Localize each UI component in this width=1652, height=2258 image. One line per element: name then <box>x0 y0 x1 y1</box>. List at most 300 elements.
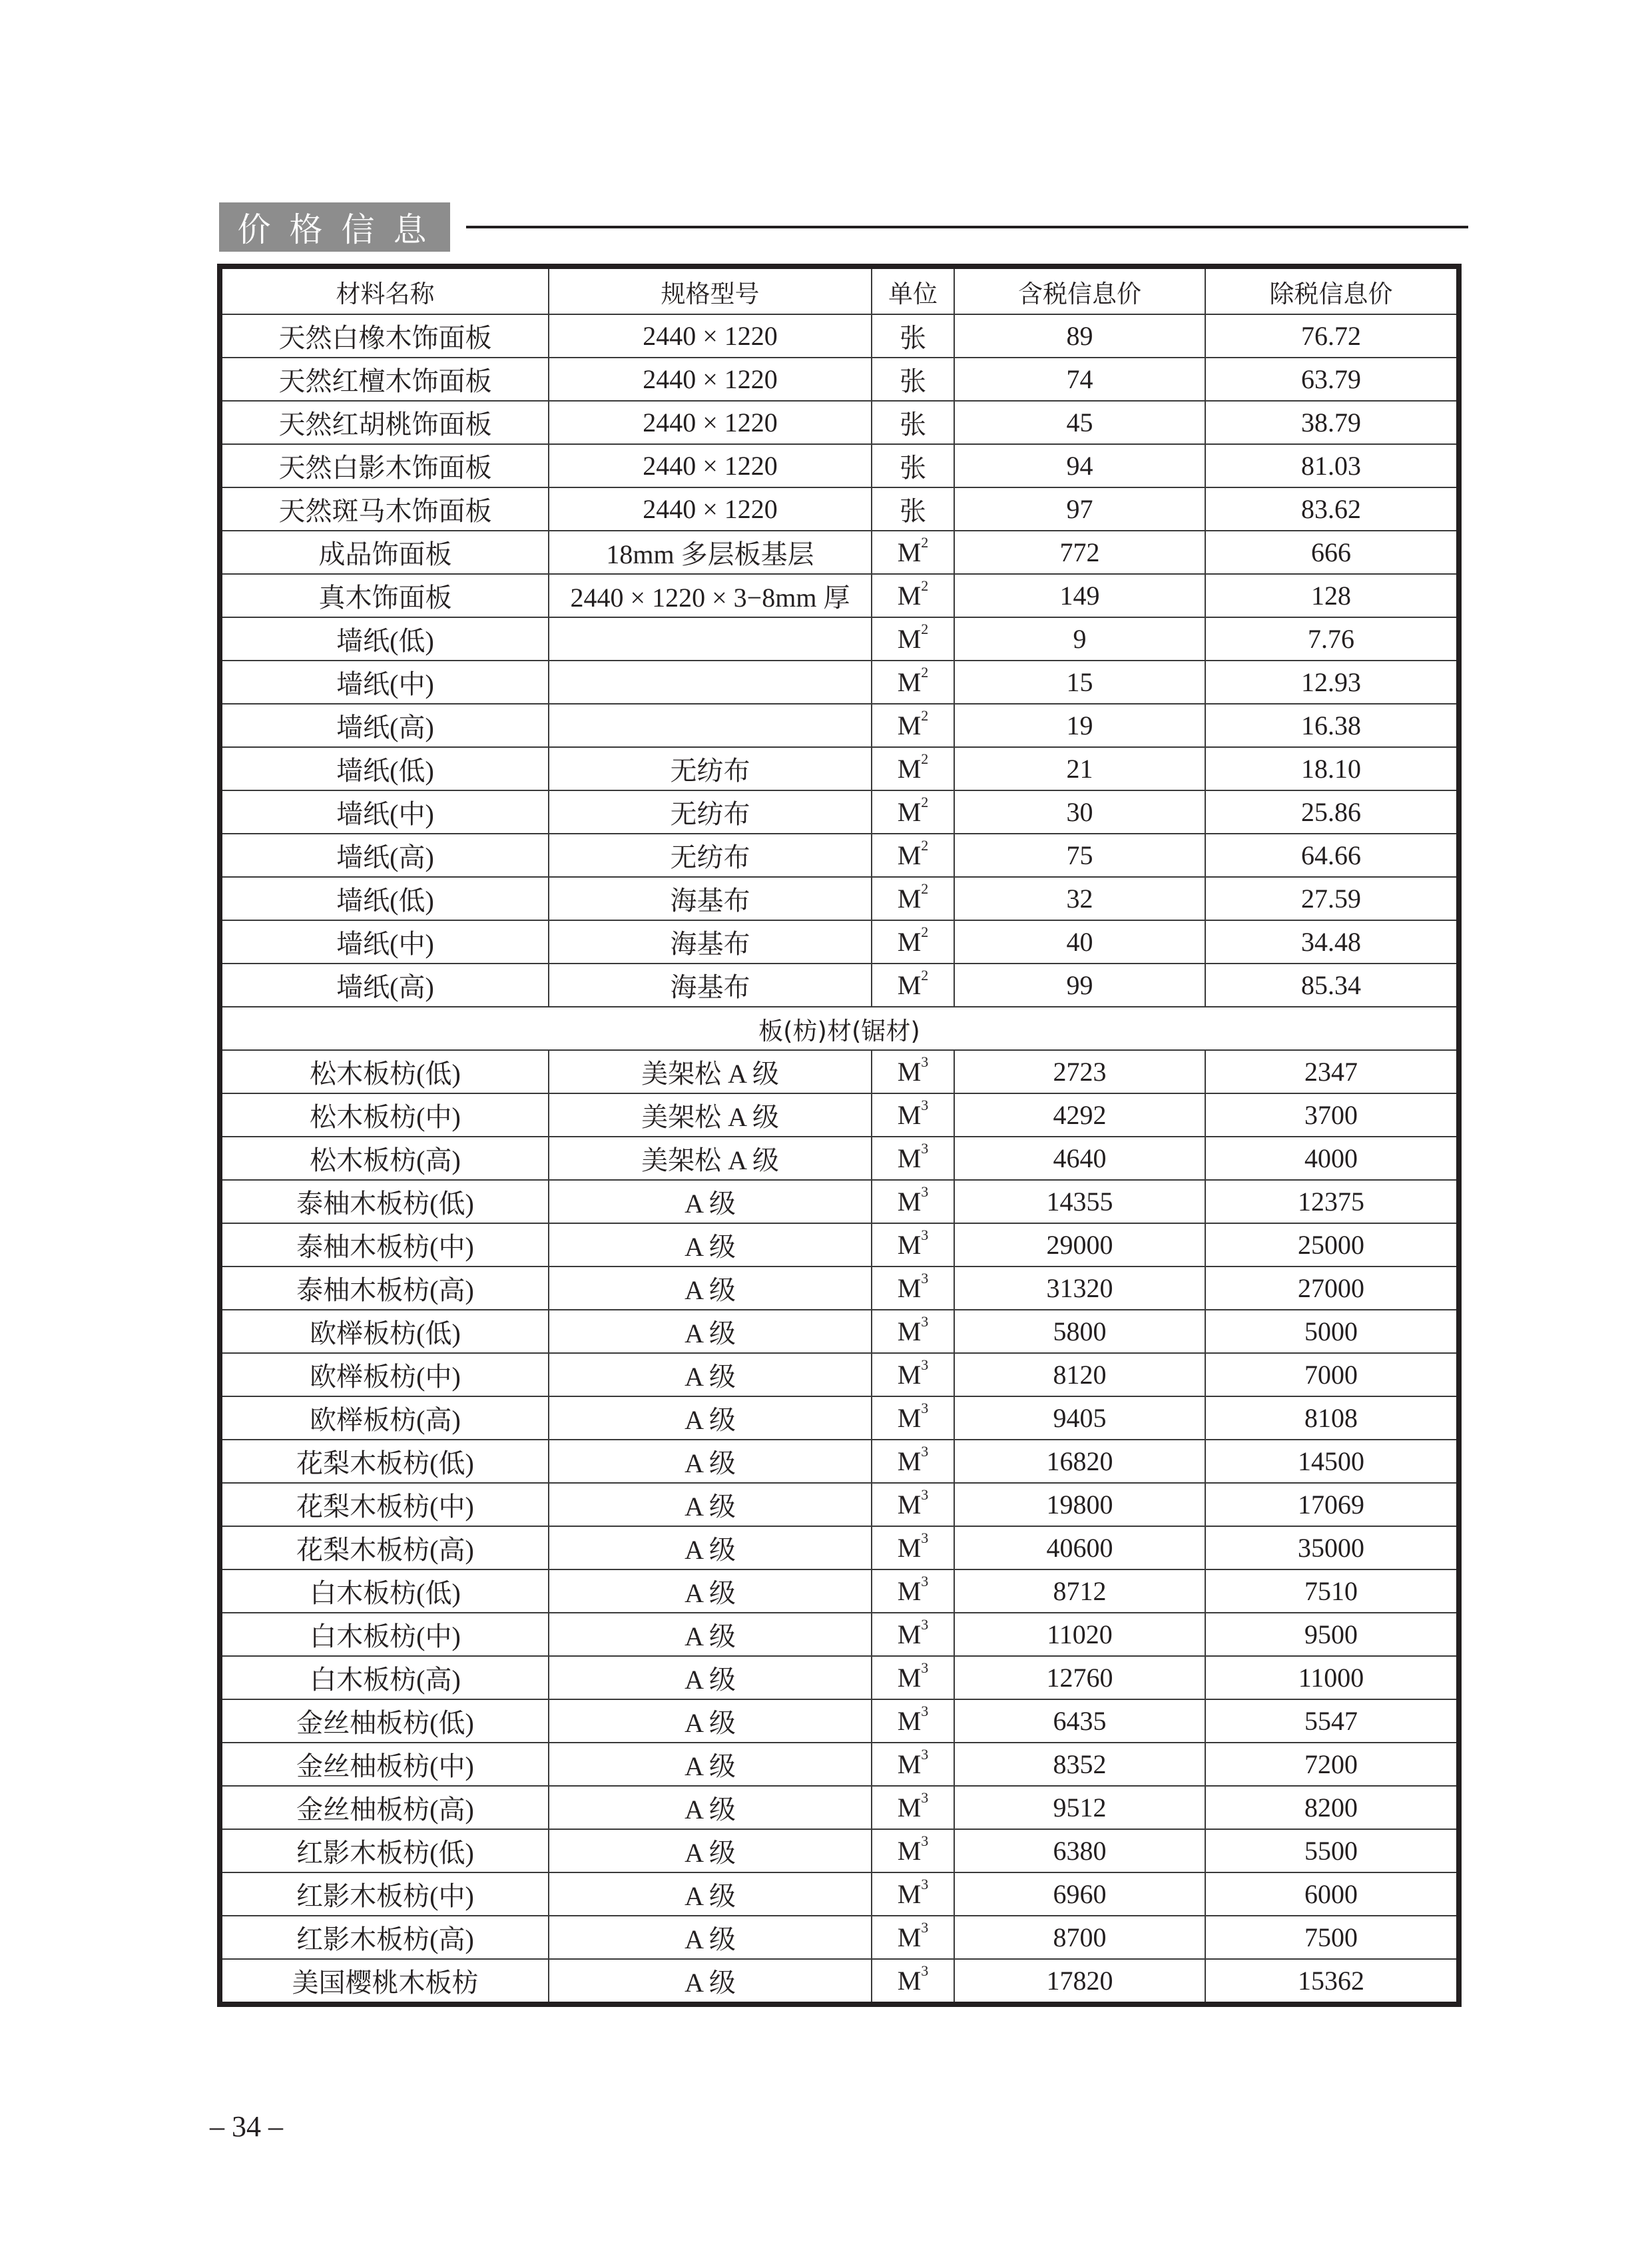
section-title: 价格信息 <box>219 202 450 252</box>
unit-base: M <box>897 581 922 611</box>
cell-price-tax-included: 2723 <box>954 1050 1205 1093</box>
cell-spec: A 级 <box>549 1569 872 1613</box>
unit-base: M <box>897 884 922 914</box>
cell-unit <box>872 1093 954 1137</box>
cell-unit <box>872 1353 954 1396</box>
cell-material-name: 欧榉板枋(高) <box>220 1396 549 1440</box>
cell-price-tax-included: 15 <box>954 661 1205 704</box>
cell-price-tax-included: 29000 <box>954 1223 1205 1267</box>
cell-spec: A 级 <box>549 1656 872 1699</box>
cell-unit <box>872 358 954 401</box>
column-header-spec: 规格型号 <box>549 266 872 314</box>
column-header-name: 材料名称 <box>220 266 549 314</box>
cell-price-tax-excluded: 76.72 <box>1205 314 1459 358</box>
table-row <box>220 704 1459 747</box>
cell-unit <box>872 1310 954 1353</box>
cell-spec: 2440 × 1220 <box>549 358 872 401</box>
cell-price-tax-excluded: 666 <box>1205 531 1459 574</box>
header-rule <box>466 226 1468 228</box>
table-row <box>220 1440 1459 1483</box>
unit-base: M <box>897 1706 922 1736</box>
cell-spec: A 级 <box>549 1786 872 1829</box>
cell-material-name: 墙纸(低) <box>220 747 549 790</box>
cell-material-name: 墙纸(高) <box>220 834 549 877</box>
cell-price-tax-included: 30 <box>954 790 1205 834</box>
unit-base: M <box>897 1057 922 1087</box>
unit-exponent: 2 <box>921 664 929 681</box>
cell-price-tax-included: 97 <box>954 487 1205 531</box>
cell-unit <box>872 747 954 790</box>
cell-price-tax-included: 9405 <box>954 1396 1205 1440</box>
cell-price-tax-excluded: 8108 <box>1205 1396 1459 1440</box>
cell-price-tax-excluded: 14500 <box>1205 1440 1459 1483</box>
unit-exponent: 2 <box>921 750 929 767</box>
cell-price-tax-included: 5800 <box>954 1310 1205 1353</box>
cell-spec <box>549 617 872 661</box>
table-row <box>220 1223 1459 1267</box>
cell-price-tax-excluded: 3700 <box>1205 1093 1459 1137</box>
unit-base: M <box>897 1316 922 1346</box>
cell-material-name: 墙纸(中) <box>220 920 549 964</box>
cell-price-tax-included: 12760 <box>954 1656 1205 1699</box>
table-row <box>220 1743 1459 1786</box>
cell-unit <box>872 574 954 617</box>
unit-exponent: 3 <box>921 1659 929 1676</box>
cell-material-name: 欧榉板枋(中) <box>220 1353 549 1396</box>
unit-base: M <box>897 1360 922 1390</box>
table-row <box>220 1872 1459 1916</box>
cell-price-tax-included: 4640 <box>954 1137 1205 1180</box>
cell-price-tax-included: 40 <box>954 920 1205 964</box>
cell-price-tax-included: 16820 <box>954 1440 1205 1483</box>
unit-base: M <box>897 1490 922 1520</box>
cell-price-tax-included: 31320 <box>954 1267 1205 1310</box>
table-row <box>220 747 1459 790</box>
table-row <box>220 314 1459 358</box>
price-table <box>217 264 1462 2007</box>
cell-spec: A 级 <box>549 1267 872 1310</box>
cell-price-tax-excluded: 11000 <box>1205 1656 1459 1699</box>
cell-material-name: 花梨木板枋(中) <box>220 1483 549 1526</box>
table-row <box>220 401 1459 444</box>
unit-exponent: 3 <box>921 1486 929 1503</box>
unit-base: M <box>897 710 922 740</box>
cell-unit <box>872 1396 954 1440</box>
table-row <box>220 1396 1459 1440</box>
section-label: 板(枋)材(锯材) <box>220 1007 1459 1050</box>
cell-price-tax-included: 89 <box>954 314 1205 358</box>
unit-exponent: 3 <box>921 1313 929 1330</box>
cell-material-name: 欧榉板枋(低) <box>220 1310 549 1353</box>
cell-unit <box>872 1829 954 1872</box>
cell-unit <box>872 1569 954 1613</box>
unit-base: 张 <box>900 323 926 353</box>
cell-price-tax-included: 8712 <box>954 1569 1205 1613</box>
cell-price-tax-included: 772 <box>954 531 1205 574</box>
cell-material-name: 泰柚木板枋(低) <box>220 1180 549 1223</box>
unit-exponent: 2 <box>921 707 929 724</box>
cell-material-name: 红影木板枋(低) <box>220 1829 549 1872</box>
unit-exponent: 3 <box>921 1573 929 1589</box>
cell-unit <box>872 1526 954 1569</box>
unit-base: M <box>897 754 922 784</box>
cell-spec: A 级 <box>549 1223 872 1267</box>
cell-spec: A 级 <box>549 1310 872 1353</box>
cell-price-tax-excluded: 27.59 <box>1205 877 1459 920</box>
cell-spec: A 级 <box>549 1180 872 1223</box>
table-row <box>220 790 1459 834</box>
cell-price-tax-included: 9 <box>954 617 1205 661</box>
cell-price-tax-excluded: 6000 <box>1205 1872 1459 1916</box>
cell-material-name: 天然白橡木饰面板 <box>220 314 549 358</box>
table-row <box>220 877 1459 920</box>
table-row <box>220 1959 1459 2004</box>
cell-price-tax-excluded: 16.38 <box>1205 704 1459 747</box>
cell-price-tax-excluded: 4000 <box>1205 1137 1459 1180</box>
unit-base: M <box>897 624 922 654</box>
unit-exponent: 3 <box>921 1053 929 1070</box>
table-row <box>220 964 1459 1007</box>
cell-price-tax-excluded: 25.86 <box>1205 790 1459 834</box>
cell-price-tax-excluded: 64.66 <box>1205 834 1459 877</box>
cell-price-tax-excluded: 7200 <box>1205 1743 1459 1786</box>
cell-spec: 2440 × 1220 <box>549 401 872 444</box>
unit-exponent: 3 <box>921 1789 929 1806</box>
unit-base: M <box>897 1663 922 1693</box>
cell-spec: A 级 <box>549 1829 872 1872</box>
page-number: – 34 – <box>210 2110 283 2143</box>
cell-price-tax-excluded: 34.48 <box>1205 920 1459 964</box>
cell-price-tax-included: 6380 <box>954 1829 1205 1872</box>
cell-spec: 18mm 多层板基层 <box>549 531 872 574</box>
table-row <box>220 1786 1459 1829</box>
cell-price-tax-included: 74 <box>954 358 1205 401</box>
unit-base: M <box>897 667 922 697</box>
table-row <box>220 1310 1459 1353</box>
cell-unit <box>872 834 954 877</box>
table-row <box>220 531 1459 574</box>
table-row <box>220 574 1459 617</box>
cell-spec <box>549 661 872 704</box>
cell-material-name: 白木板枋(高) <box>220 1656 549 1699</box>
cell-unit <box>872 704 954 747</box>
cell-unit <box>872 1267 954 1310</box>
table-row <box>220 487 1459 531</box>
cell-spec: A 级 <box>549 1483 872 1526</box>
cell-price-tax-included: 19800 <box>954 1483 1205 1526</box>
cell-unit <box>872 1872 954 1916</box>
cell-material-name: 泰柚木板枋(中) <box>220 1223 549 1267</box>
unit-exponent: 3 <box>921 1140 929 1157</box>
cell-spec: A 级 <box>549 1526 872 1569</box>
unit-base: M <box>897 1143 922 1173</box>
table-row <box>220 1613 1459 1656</box>
cell-price-tax-included: 8352 <box>954 1743 1205 1786</box>
cell-material-name: 天然斑马木饰面板 <box>220 487 549 531</box>
cell-material-name: 成品饰面板 <box>220 531 549 574</box>
table-row <box>220 661 1459 704</box>
unit-base: M <box>897 1966 922 1996</box>
cell-unit <box>872 661 954 704</box>
unit-exponent: 2 <box>921 794 929 810</box>
cell-price-tax-excluded: 7000 <box>1205 1353 1459 1396</box>
cell-material-name: 金丝柚板枋(低) <box>220 1699 549 1743</box>
cell-price-tax-included: 17820 <box>954 1959 1205 2004</box>
cell-material-name: 松木板枋(低) <box>220 1050 549 1093</box>
cell-spec: 海基布 <box>549 920 872 964</box>
cell-unit <box>872 531 954 574</box>
unit-base: M <box>897 1230 922 1260</box>
table-row <box>220 1569 1459 1613</box>
cell-unit <box>872 920 954 964</box>
cell-price-tax-included: 6435 <box>954 1699 1205 1743</box>
column-header-unit: 单位 <box>872 266 954 314</box>
cell-unit <box>872 1959 954 2004</box>
cell-spec: 美架松 A 级 <box>549 1050 872 1093</box>
cell-price-tax-included: 4292 <box>954 1093 1205 1137</box>
unit-exponent: 2 <box>921 837 929 854</box>
cell-material-name: 红影木板枋(中) <box>220 1872 549 1916</box>
unit-base: M <box>897 797 922 827</box>
cell-spec: A 级 <box>549 1916 872 1959</box>
unit-exponent: 3 <box>921 1270 929 1286</box>
cell-unit <box>872 1483 954 1526</box>
table-row <box>220 1267 1459 1310</box>
section-row <box>220 1007 1459 1050</box>
cell-price-tax-excluded: 7500 <box>1205 1916 1459 1959</box>
cell-spec: 无纺布 <box>549 747 872 790</box>
table-row <box>220 834 1459 877</box>
cell-price-tax-excluded: 25000 <box>1205 1223 1459 1267</box>
cell-spec: A 级 <box>549 1613 872 1656</box>
unit-exponent: 3 <box>921 1746 929 1763</box>
cell-material-name: 墙纸(低) <box>220 617 549 661</box>
cell-price-tax-excluded: 7.76 <box>1205 617 1459 661</box>
unit-exponent: 3 <box>921 1962 929 1979</box>
unit-exponent: 2 <box>921 621 929 637</box>
cell-material-name: 白木板枋(低) <box>220 1569 549 1613</box>
unit-exponent: 3 <box>921 1227 929 1243</box>
table-row <box>220 1050 1459 1093</box>
cell-price-tax-included: 11020 <box>954 1613 1205 1656</box>
unit-exponent: 3 <box>921 1703 929 1719</box>
cell-material-name: 墙纸(高) <box>220 964 549 1007</box>
unit-base: 张 <box>900 453 926 483</box>
cell-unit <box>872 1613 954 1656</box>
cell-price-tax-excluded: 18.10 <box>1205 747 1459 790</box>
cell-price-tax-included: 21 <box>954 747 1205 790</box>
cell-material-name: 花梨木板枋(高) <box>220 1526 549 1569</box>
cell-material-name: 墙纸(低) <box>220 877 549 920</box>
cell-price-tax-excluded: 12.93 <box>1205 661 1459 704</box>
table-row <box>220 1699 1459 1743</box>
unit-base: M <box>897 537 922 567</box>
cell-price-tax-included: 149 <box>954 574 1205 617</box>
cell-price-tax-included: 6960 <box>954 1872 1205 1916</box>
cell-unit <box>872 1916 954 1959</box>
table-row <box>220 1916 1459 1959</box>
unit-exponent: 3 <box>921 1919 929 1936</box>
cell-material-name: 白木板枋(中) <box>220 1613 549 1656</box>
cell-material-name: 金丝柚板枋(中) <box>220 1743 549 1786</box>
cell-price-tax-excluded: 5500 <box>1205 1829 1459 1872</box>
cell-price-tax-excluded: 27000 <box>1205 1267 1459 1310</box>
cell-spec: 2440 × 1220 <box>549 444 872 487</box>
cell-price-tax-excluded: 12375 <box>1205 1180 1459 1223</box>
table-row <box>220 1483 1459 1526</box>
cell-unit <box>872 1656 954 1699</box>
unit-exponent: 3 <box>921 1530 929 1546</box>
cell-unit <box>872 1743 954 1786</box>
cell-unit <box>872 964 954 1007</box>
cell-unit <box>872 314 954 358</box>
cell-spec: A 级 <box>549 1959 872 2004</box>
unit-exponent: 2 <box>921 967 929 984</box>
unit-base: M <box>897 1749 922 1779</box>
unit-exponent: 3 <box>921 1356 929 1373</box>
unit-base: M <box>897 1922 922 1952</box>
unit-base: M <box>897 927 922 957</box>
cell-spec: 2440 × 1220 <box>549 314 872 358</box>
cell-material-name: 天然红胡桃饰面板 <box>220 401 549 444</box>
cell-unit <box>872 1050 954 1093</box>
unit-exponent: 2 <box>921 577 929 594</box>
cell-price-tax-included: 8120 <box>954 1353 1205 1396</box>
unit-exponent: 3 <box>921 1400 929 1416</box>
table-row <box>220 920 1459 964</box>
cell-unit <box>872 1786 954 1829</box>
cell-price-tax-included: 94 <box>954 444 1205 487</box>
cell-spec: A 级 <box>549 1396 872 1440</box>
cell-unit <box>872 1180 954 1223</box>
unit-base: M <box>897 1793 922 1823</box>
cell-price-tax-excluded: 83.62 <box>1205 487 1459 531</box>
column-header-tax-excluded: 除税信息价 <box>1205 266 1459 314</box>
cell-spec: 无纺布 <box>549 790 872 834</box>
unit-base: M <box>897 1187 922 1217</box>
cell-spec: A 级 <box>549 1353 872 1396</box>
cell-unit <box>872 877 954 920</box>
cell-price-tax-included: 8700 <box>954 1916 1205 1959</box>
unit-base: M <box>897 1273 922 1303</box>
cell-price-tax-excluded: 35000 <box>1205 1526 1459 1569</box>
cell-price-tax-excluded: 5547 <box>1205 1699 1459 1743</box>
unit-base: M <box>897 840 922 870</box>
cell-material-name: 泰柚木板枋(高) <box>220 1267 549 1310</box>
cell-material-name: 墙纸(中) <box>220 790 549 834</box>
unit-base: M <box>897 1576 922 1606</box>
cell-price-tax-included: 40600 <box>954 1526 1205 1569</box>
table-row <box>220 1180 1459 1223</box>
cell-material-name: 墙纸(中) <box>220 661 549 704</box>
cell-price-tax-included: 32 <box>954 877 1205 920</box>
cell-spec: 无纺布 <box>549 834 872 877</box>
cell-unit <box>872 444 954 487</box>
cell-spec: 海基布 <box>549 964 872 1007</box>
cell-price-tax-included: 19 <box>954 704 1205 747</box>
cell-price-tax-excluded: 5000 <box>1205 1310 1459 1353</box>
cell-material-name: 墙纸(高) <box>220 704 549 747</box>
cell-price-tax-excluded: 81.03 <box>1205 444 1459 487</box>
unit-exponent: 3 <box>921 1833 929 1849</box>
table-row <box>220 1353 1459 1396</box>
cell-material-name: 美国樱桃木板枋 <box>220 1959 549 2004</box>
cell-material-name: 真木饰面板 <box>220 574 549 617</box>
cell-spec: A 级 <box>549 1440 872 1483</box>
cell-unit <box>872 1137 954 1180</box>
unit-base: M <box>897 1403 922 1433</box>
table-row <box>220 1829 1459 1872</box>
cell-price-tax-included: 99 <box>954 964 1205 1007</box>
cell-material-name: 金丝柚板枋(高) <box>220 1786 549 1829</box>
unit-exponent: 3 <box>921 1183 929 1200</box>
cell-material-name: 天然白影木饰面板 <box>220 444 549 487</box>
cell-spec: 海基布 <box>549 877 872 920</box>
cell-spec: 2440 × 1220 <box>549 487 872 531</box>
cell-unit <box>872 1699 954 1743</box>
table-row <box>220 1093 1459 1137</box>
cell-unit <box>872 401 954 444</box>
table-row <box>220 1656 1459 1699</box>
cell-material-name: 红影木板枋(高) <box>220 1916 549 1959</box>
cell-price-tax-included: 9512 <box>954 1786 1205 1829</box>
cell-unit <box>872 1440 954 1483</box>
cell-price-tax-excluded: 9500 <box>1205 1613 1459 1656</box>
cell-unit <box>872 1223 954 1267</box>
cell-price-tax-excluded: 7510 <box>1205 1569 1459 1613</box>
unit-base: M <box>897 1619 922 1649</box>
cell-material-name: 松木板枋(高) <box>220 1137 549 1180</box>
table-header-row <box>220 266 1459 314</box>
unit-exponent: 2 <box>921 924 929 940</box>
unit-exponent: 3 <box>921 1097 929 1113</box>
unit-base: M <box>897 1100 922 1130</box>
cell-unit <box>872 790 954 834</box>
table-row <box>220 358 1459 401</box>
cell-price-tax-excluded: 38.79 <box>1205 401 1459 444</box>
unit-base: M <box>897 1533 922 1563</box>
table-row <box>220 1137 1459 1180</box>
cell-price-tax-excluded: 128 <box>1205 574 1459 617</box>
cell-spec: 美架松 A 级 <box>549 1137 872 1180</box>
unit-exponent: 2 <box>921 880 929 897</box>
unit-base: M <box>897 1879 922 1909</box>
cell-price-tax-excluded: 15362 <box>1205 1959 1459 2004</box>
cell-price-tax-included: 75 <box>954 834 1205 877</box>
cell-unit <box>872 487 954 531</box>
unit-exponent: 3 <box>921 1876 929 1892</box>
cell-spec: A 级 <box>549 1743 872 1786</box>
cell-price-tax-excluded: 2347 <box>1205 1050 1459 1093</box>
cell-price-tax-excluded: 85.34 <box>1205 964 1459 1007</box>
table-row <box>220 444 1459 487</box>
unit-base: 张 <box>900 366 926 396</box>
unit-base: 张 <box>900 496 926 526</box>
cell-spec: 2440 × 1220 × 3−8mm 厚 <box>549 574 872 617</box>
unit-exponent: 3 <box>921 1443 929 1460</box>
cell-price-tax-excluded: 8200 <box>1205 1786 1459 1829</box>
cell-spec <box>549 704 872 747</box>
cell-price-tax-excluded: 63.79 <box>1205 358 1459 401</box>
cell-price-tax-included: 45 <box>954 401 1205 444</box>
table-row <box>220 1526 1459 1569</box>
unit-base: M <box>897 1836 922 1866</box>
cell-spec: A 级 <box>549 1699 872 1743</box>
unit-exponent: 2 <box>921 534 929 551</box>
cell-price-tax-included: 14355 <box>954 1180 1205 1223</box>
cell-unit <box>872 617 954 661</box>
cell-material-name: 天然红檀木饰面板 <box>220 358 549 401</box>
